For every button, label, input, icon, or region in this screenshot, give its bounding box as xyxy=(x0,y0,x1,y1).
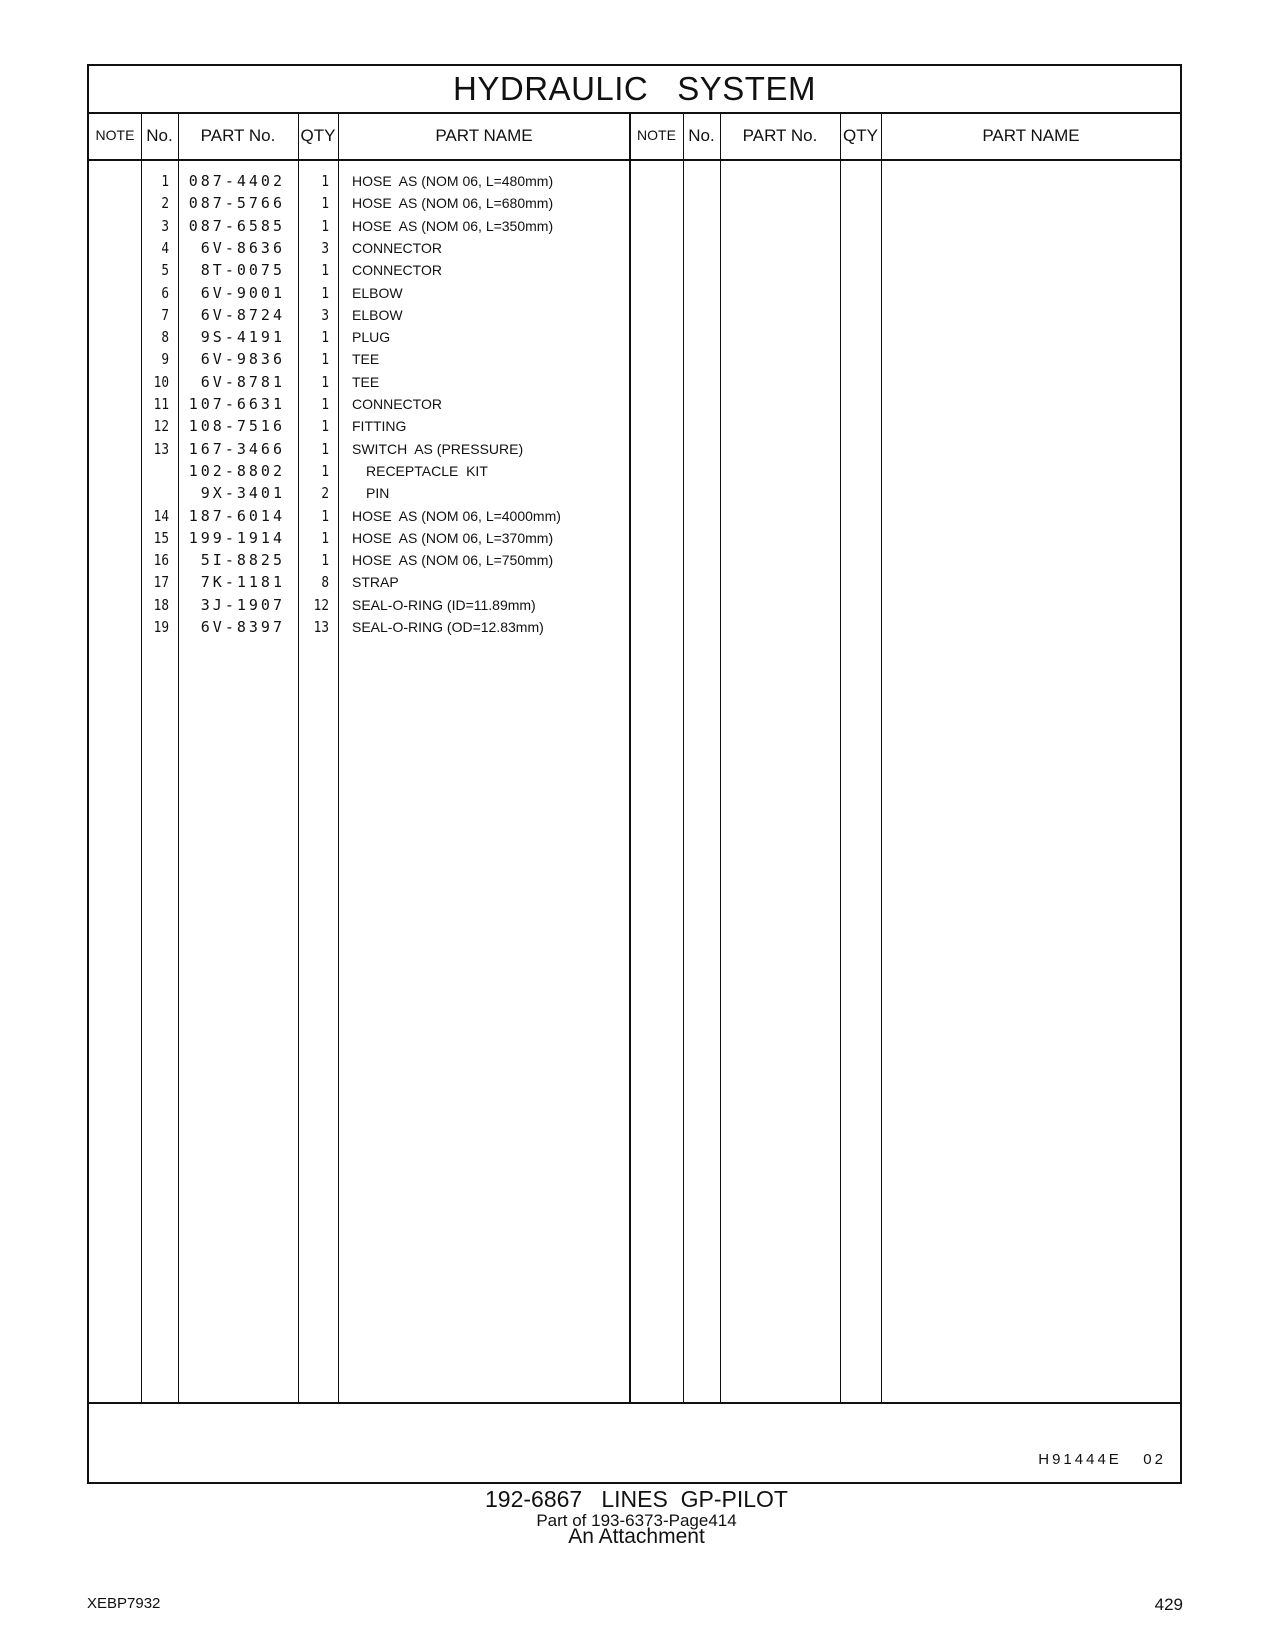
table-row xyxy=(89,170,649,193)
part-name: CONNECTOR xyxy=(352,262,442,279)
item-number: 7 xyxy=(161,305,169,324)
item-number: 15 xyxy=(153,528,169,547)
table-row xyxy=(89,371,649,394)
quantity: 1 xyxy=(321,216,329,235)
part-number: 087-5766 xyxy=(188,194,285,213)
col-partno-left: PART No. xyxy=(200,126,276,145)
table-row xyxy=(89,192,649,215)
part-number: 8T-0075 xyxy=(200,261,285,280)
table-row xyxy=(89,505,649,528)
page-title: HYDRAULIC SYSTEM xyxy=(89,66,1180,114)
item-number: 3 xyxy=(161,216,169,235)
quantity: 1 xyxy=(321,551,329,570)
part-name: HOSE AS (NOM 06, L=680mm) xyxy=(352,195,554,212)
part-name: CONNECTOR xyxy=(352,396,442,412)
part-number: 6V-8397 xyxy=(200,618,285,636)
item-number: 19 xyxy=(153,618,169,636)
part-number: 6V-9001 xyxy=(200,283,285,302)
part-number: 199-1914 xyxy=(188,528,285,547)
column-header-row xyxy=(89,112,1180,161)
table-row xyxy=(89,326,649,349)
quantity: 1 xyxy=(321,283,329,302)
table-row xyxy=(89,616,649,639)
illustration-ref-code: H91444E 02 xyxy=(1038,1451,1166,1468)
part-number: 087-4402 xyxy=(188,172,285,190)
table-row xyxy=(89,393,649,416)
part-number: 087-6585 xyxy=(188,216,285,235)
table-row xyxy=(89,237,649,260)
group-parent-ref: Part of 193-6373-Page414 xyxy=(536,1511,737,1530)
table-row xyxy=(89,282,649,305)
column-divider xyxy=(840,112,841,1402)
quantity: 3 xyxy=(321,238,329,257)
item-number: 18 xyxy=(153,595,169,614)
col-partno-right: PART No. xyxy=(742,126,818,145)
col-note-left: NOTE xyxy=(95,127,135,143)
part-name: HOSE AS (NOM 06, L=350mm) xyxy=(352,217,554,234)
quantity: 1 xyxy=(321,372,329,391)
table-row xyxy=(89,549,649,572)
part-number: 102-8802 xyxy=(188,461,285,480)
part-name: ELBOW xyxy=(352,306,403,323)
quantity: 1 xyxy=(321,528,329,547)
column-divider xyxy=(720,112,721,1402)
quantity: 1 xyxy=(321,461,329,480)
part-name: HOSE AS (NOM 06, L=370mm) xyxy=(352,529,554,546)
table-row xyxy=(89,571,649,594)
part-number: 3J-1907 xyxy=(200,595,285,614)
column-divider xyxy=(881,112,882,1402)
quantity: 3 xyxy=(321,305,329,324)
part-name: FITTING xyxy=(352,418,407,435)
item-number: 9 xyxy=(161,350,169,369)
quantity: 8 xyxy=(321,573,329,592)
quantity: 1 xyxy=(321,172,329,190)
part-name: HOSE AS (NOM 06, L=480mm) xyxy=(352,173,554,189)
part-number: 5I-8825 xyxy=(200,551,285,570)
table-row xyxy=(89,438,649,461)
quantity: 1 xyxy=(321,417,329,436)
table-row xyxy=(89,215,649,238)
quantity: 1 xyxy=(321,395,329,413)
part-name: SEAL-O-RING (ID=11.89mm) xyxy=(352,596,536,613)
part-name: ELBOW xyxy=(352,284,403,301)
part-number: 9S-4191 xyxy=(200,328,285,347)
col-partname-right: PART NAME xyxy=(982,126,1080,145)
col-no-left: No. xyxy=(146,126,173,145)
item-number: 17 xyxy=(153,573,169,592)
part-name: TEE xyxy=(352,373,380,390)
quantity: 1 xyxy=(321,439,329,458)
table-row xyxy=(89,415,649,438)
table-bottom-rule xyxy=(89,1402,1180,1404)
item-number: 14 xyxy=(153,506,169,525)
quantity: 1 xyxy=(321,194,329,213)
item-number: 8 xyxy=(161,328,169,347)
table-row xyxy=(89,527,649,550)
part-number: 6V-8636 xyxy=(200,238,285,257)
item-number: 12 xyxy=(153,417,169,436)
part-name: PIN xyxy=(366,485,390,502)
part-name: SWITCH AS (PRESSURE) xyxy=(352,440,524,457)
part-number: 107-6631 xyxy=(188,395,285,413)
item-number: 2 xyxy=(161,194,169,213)
part-number: 9X-3401 xyxy=(200,484,285,503)
item-number: 10 xyxy=(153,372,169,391)
part-number: 6V-9836 xyxy=(200,350,285,369)
part-name: RECEPTACLE KIT xyxy=(366,462,488,479)
part-name: HOSE AS (NOM 06, L=750mm) xyxy=(352,552,554,569)
document-id: XEBP7932 xyxy=(87,1595,161,1612)
quantity: 13 xyxy=(313,618,329,636)
part-number: 108-7516 xyxy=(188,417,285,436)
part-number: 7K-1181 xyxy=(200,573,285,592)
quantity: 2 xyxy=(321,484,329,503)
table-row xyxy=(89,259,649,282)
part-number: 6V-8724 xyxy=(200,305,285,324)
col-qty-right: QTY xyxy=(843,126,878,145)
quantity: 12 xyxy=(313,595,329,614)
quantity: 1 xyxy=(321,328,329,347)
part-name: SEAL-O-RING (OD=12.83mm) xyxy=(352,619,544,635)
quantity: 1 xyxy=(321,350,329,369)
table-row xyxy=(89,348,649,371)
table-row xyxy=(89,482,649,505)
col-note-right: NOTE xyxy=(637,127,676,143)
group-caption: 192-6867 LINES GP-PILOT xyxy=(485,1486,788,1512)
part-name: PLUG xyxy=(352,329,391,346)
page-number: 429 xyxy=(1154,1595,1183,1614)
part-name: HOSE AS (NOM 06, L=4000mm) xyxy=(352,507,561,524)
parts-table-frame xyxy=(87,64,1182,1484)
part-number: 187-6014 xyxy=(188,506,285,525)
item-number: 5 xyxy=(161,261,169,280)
part-name: CONNECTOR xyxy=(352,239,442,256)
quantity: 1 xyxy=(321,261,329,280)
col-qty-left: QTY xyxy=(300,126,336,145)
group-type: An Attachment xyxy=(568,1525,705,1548)
part-number: 6V-8781 xyxy=(200,372,285,391)
col-partname-left: PART NAME xyxy=(435,126,533,145)
table-row xyxy=(89,304,649,327)
item-number: 11 xyxy=(153,395,169,413)
item-number: 4 xyxy=(161,238,169,257)
part-name: TEE xyxy=(352,351,380,368)
item-number: 6 xyxy=(161,283,169,302)
column-divider xyxy=(683,112,684,1402)
table-row xyxy=(89,594,649,617)
item-number: 13 xyxy=(153,439,169,458)
item-number: 1 xyxy=(161,172,169,190)
col-no-right: No. xyxy=(688,126,715,145)
part-name: STRAP xyxy=(352,574,399,591)
quantity: 1 xyxy=(321,506,329,525)
table-row xyxy=(89,460,649,483)
item-number: 16 xyxy=(153,551,169,570)
part-number: 167-3466 xyxy=(188,439,285,458)
